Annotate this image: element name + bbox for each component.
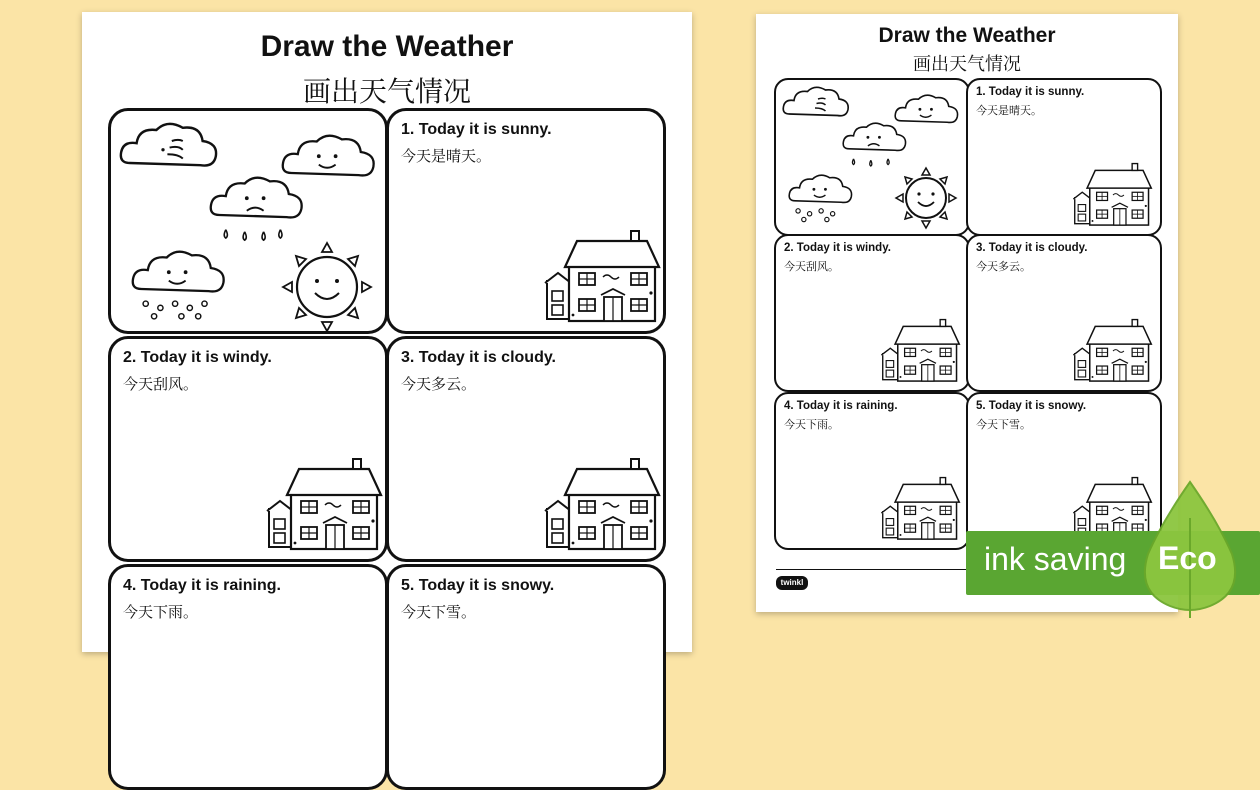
cloudy-panel[interactable] <box>386 336 666 562</box>
panel-label-chinese: 今天下雪。 <box>976 418 1031 431</box>
page-title: Draw the Weather <box>260 30 514 63</box>
raining-panel[interactable] <box>774 392 970 550</box>
panel-label-chinese: 今天是晴天。 <box>976 104 1042 117</box>
weather-illustration-panel <box>774 78 970 236</box>
panel-label: 3. Today it is cloudy. <box>976 242 1088 254</box>
panel-label: 5. Today it is snowy. <box>976 400 1087 412</box>
panel-label-chinese: 今天多云。 <box>401 375 477 393</box>
sun-icon <box>283 243 371 331</box>
panel-label-chinese: 今天下雪。 <box>401 603 477 621</box>
panel-label-chinese: 今天刮风。 <box>123 375 199 393</box>
panel-label-chinese: 今天多云。 <box>976 260 1031 273</box>
rain-cloud-icon <box>211 178 302 241</box>
snow-cloud-icon <box>133 252 224 319</box>
happy-cloud-icon <box>283 136 374 176</box>
page-title-chinese: 画出天气情况 <box>302 75 471 108</box>
page-title: Draw the Weather <box>878 24 1056 47</box>
snowy-panel[interactable] <box>966 392 1162 550</box>
house-icon <box>1072 160 1154 230</box>
raining-panel[interactable] <box>108 564 388 790</box>
windy-panel[interactable] <box>108 336 388 562</box>
house-icon <box>543 455 663 555</box>
house-icon <box>880 316 962 386</box>
house-icon <box>543 227 663 327</box>
worksheet-large <box>82 12 692 652</box>
weather-symbols-illustration <box>776 80 970 236</box>
house-icon <box>265 455 385 555</box>
windy-cloud-icon <box>783 87 848 115</box>
panel-label-chinese: 今天下雨。 <box>784 418 839 431</box>
panel-label: 2. Today it is windy. <box>784 242 891 254</box>
ink-saving-label: ink saving <box>984 541 1127 577</box>
panel-label: 1. Today it is sunny. <box>401 121 552 138</box>
panel-label-chinese: 今天刮风。 <box>784 260 839 273</box>
panel-label: 2. Today it is windy. <box>123 349 272 366</box>
worksheet-preview <box>756 14 1178 612</box>
panel-label: 4. Today it is raining. <box>123 577 281 594</box>
happy-cloud-icon <box>895 95 957 122</box>
panel-label: 3. Today it is cloudy. <box>401 349 556 366</box>
panel-label-chinese: 今天下雨。 <box>123 603 199 621</box>
weather-symbols-illustration <box>111 111 388 334</box>
brand-logo: twinkl <box>776 576 808 590</box>
sunny-panel[interactable] <box>386 108 666 334</box>
panel-label: 4. Today it is raining. <box>784 400 898 412</box>
panel-label: 5. Today it is snowy. <box>401 577 555 594</box>
snowy-panel[interactable] <box>386 564 666 790</box>
panel-label: 1. Today it is sunny. <box>976 86 1085 98</box>
sunny-panel[interactable] <box>966 78 1162 236</box>
eco-label: Eco <box>1158 540 1217 576</box>
windy-cloud-icon <box>121 124 216 166</box>
cloudy-panel[interactable] <box>966 234 1162 392</box>
panel-label-chinese: 今天是晴天。 <box>401 147 492 165</box>
page-title-chinese: 画出天气情况 <box>913 54 1021 75</box>
house-icon <box>1072 316 1154 386</box>
snow-cloud-icon <box>789 175 851 221</box>
weather-illustration-panel <box>108 108 388 334</box>
sun-icon <box>896 168 956 228</box>
house-icon <box>880 474 962 544</box>
windy-panel[interactable] <box>774 234 970 392</box>
rain-cloud-icon <box>843 123 905 166</box>
